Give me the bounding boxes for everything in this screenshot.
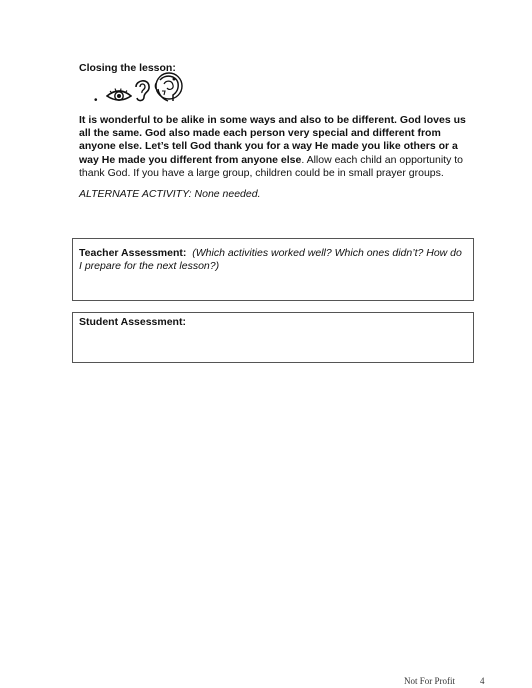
page-footer xyxy=(404,676,485,686)
head-thinking-icon xyxy=(152,71,184,108)
page-number: 4 xyxy=(480,676,485,686)
footer-text: Not For Profit xyxy=(404,676,456,686)
closing-heading: Closing the lesson: xyxy=(79,62,176,74)
alternate-activity: ALTERNATE ACTIVITY: None needed. xyxy=(79,188,261,200)
closing-paragraph-bold: It is wonderful to be alike in some ways and also to be different. God loves us all the same. God also made each person very special and different from anyone else. Let’s tell God thank you for a way He made you like others or a way He made you different from anyone else xyxy=(79,114,466,166)
student-assessment-box[interactable] xyxy=(72,312,474,363)
teacher-assessment-label: Teacher Assessment: xyxy=(79,247,187,259)
closing-paragraph xyxy=(79,114,479,180)
closing-paragraph-normal: . Allow each child an opportunity to thank God. If you have a large group, children could be in small prayer groups. xyxy=(79,153,464,179)
list-bullet: • xyxy=(94,95,98,106)
eye-icon xyxy=(106,87,132,108)
senses-icons-row xyxy=(94,76,184,108)
ear-icon xyxy=(132,77,152,108)
student-assessment-label: Student Assessment: xyxy=(79,316,186,328)
teacher-assessment-box[interactable] xyxy=(72,238,474,301)
teacher-assessment-prompt: (Which activities worked well? Which ones didn’t? How do I prepare for the next lesson?) xyxy=(79,247,462,273)
